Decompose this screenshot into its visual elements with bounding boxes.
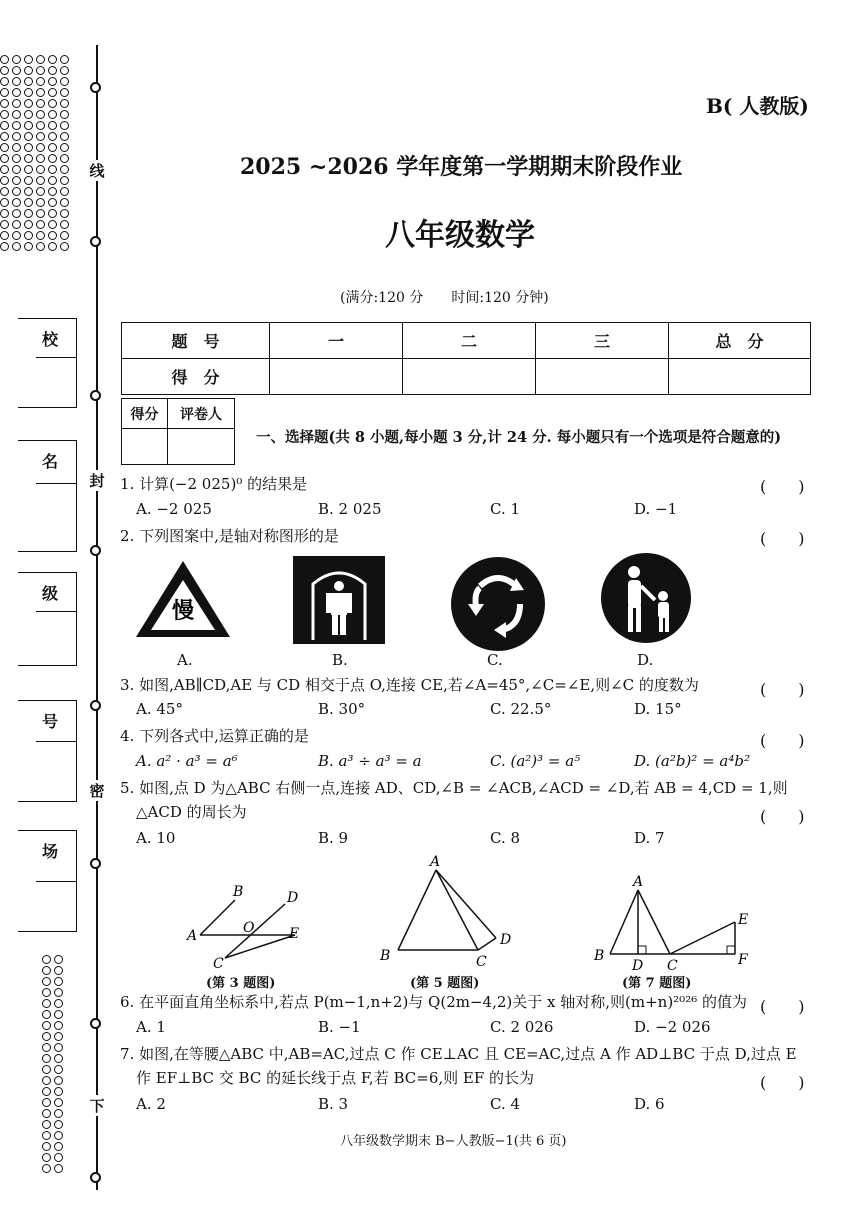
- q6-option-d: D. −2 026: [634, 1018, 711, 1036]
- binding-dot: [60, 55, 69, 64]
- binding-dot: [48, 198, 57, 207]
- binding-label-xia: 下: [86, 1095, 108, 1116]
- binding-dot: [60, 154, 69, 163]
- score-header-label: 题 号: [122, 323, 270, 359]
- q6-stem: 6. 在平面直角坐标系中,若点 P(m−1,n+2)与 Q(2m−4,2)关于 x 轴对称,则(m+n)²⁰²⁶ 的值为: [120, 993, 747, 1011]
- binding-dot: [42, 1109, 51, 1118]
- q2-answer-paren[interactable]: ( ): [760, 529, 805, 548]
- binding-dot: [36, 66, 45, 75]
- binding-dot: [54, 1164, 63, 1173]
- binding-dot: [36, 198, 45, 207]
- binding-dot: [24, 143, 33, 152]
- fig3-point-a: A: [187, 928, 198, 944]
- binding-dot: [12, 165, 21, 174]
- binding-dot: [0, 121, 9, 130]
- binding-dot: [0, 66, 9, 75]
- binding-dot: [54, 1032, 63, 1041]
- fig3-point-c: C: [213, 956, 224, 970]
- score-row-label: 得 分: [122, 359, 270, 395]
- binding-dot: [42, 1120, 51, 1129]
- field-number[interactable]: [18, 700, 77, 802]
- binding-dot: [60, 165, 69, 174]
- binding-dot: [42, 1010, 51, 1019]
- q4-option-b: B. a³ ÷ a³ = a: [318, 752, 422, 770]
- q6-option-b: B. −1: [318, 1018, 361, 1036]
- binding-dots-bottom: [42, 955, 112, 1173]
- fig7-point-c: C: [667, 958, 678, 974]
- binding-dot: [54, 1131, 63, 1140]
- field-room-label: 场: [42, 842, 59, 861]
- binding-dot: [42, 988, 51, 997]
- binding-dot: [60, 231, 69, 240]
- slow-sign-image: [133, 558, 233, 640]
- binding-dot: [24, 231, 33, 240]
- binding-dot: [0, 55, 9, 64]
- binding-dot: [48, 77, 57, 86]
- binding-dot: [48, 165, 57, 174]
- binding-dot: [60, 77, 69, 86]
- binding-dot: [54, 999, 63, 1008]
- score-cell[interactable]: [669, 359, 811, 395]
- binding-dot: [60, 220, 69, 229]
- binding-dot: [60, 242, 69, 251]
- q2-option-c: C.: [487, 651, 503, 669]
- figure-7-diagram: [590, 874, 760, 974]
- binding-dot: [0, 143, 9, 152]
- binding-dot: [0, 99, 9, 108]
- binding-dot: [42, 999, 51, 1008]
- q5-stem-line2: △ACD 的周长为: [136, 803, 247, 821]
- binding-dot: [0, 154, 9, 163]
- q3-answer-paren[interactable]: ( ): [760, 680, 805, 699]
- binding-dot: [12, 220, 21, 229]
- binding-dot: [48, 99, 57, 108]
- q5-answer-paren[interactable]: ( ): [760, 807, 805, 826]
- fig5-point-a: A: [430, 854, 441, 870]
- binding-dot: [12, 121, 21, 130]
- binding-dot: [60, 198, 69, 207]
- binding-label-feng: 封: [86, 470, 108, 491]
- binding-dot: [54, 988, 63, 997]
- binding-dot: [36, 154, 45, 163]
- binding-dot: [54, 1010, 63, 1019]
- binding-dot: [60, 209, 69, 218]
- grader-table: [121, 398, 235, 465]
- binding-hole: [90, 1018, 101, 1029]
- binding-dot: [60, 176, 69, 185]
- binding-dot: [36, 55, 45, 64]
- binding-dot: [60, 110, 69, 119]
- binding-dot: [36, 77, 45, 86]
- q7-stem-line1: 7. 如图,在等腰△ABC 中,AB=AC,过点 C 作 CE⊥AC 且 CE=AC,过点 A 作 AD⊥BC 于点 D,过点 E: [120, 1045, 797, 1063]
- binding-dot: [36, 88, 45, 97]
- score-cell[interactable]: [403, 359, 536, 395]
- fig3-point-b: B: [233, 884, 244, 900]
- binding-dot: [54, 1142, 63, 1151]
- field-school[interactable]: [18, 318, 77, 408]
- binding-dot: [0, 165, 9, 174]
- binding-dot: [60, 132, 69, 141]
- q3-option-c: C. 22.5°: [490, 700, 552, 718]
- field-name-label: 名: [42, 452, 59, 471]
- q3-option-d: D. 15°: [634, 700, 682, 718]
- binding-dot: [24, 132, 33, 141]
- fig7-point-d: D: [632, 958, 644, 974]
- binding-dot: [48, 66, 57, 75]
- binding-dot: [36, 132, 45, 141]
- q7-option-d: D. 6: [634, 1095, 665, 1113]
- binding-hole: [90, 858, 101, 869]
- binding-dot: [60, 143, 69, 152]
- q2-option-b: B.: [332, 651, 348, 669]
- binding-dot: [24, 198, 33, 207]
- q3-stem: 3. 如图,AB∥CD,AE 与 CD 相交于点 O,连接 CE,若∠A=45°,∠C=∠E,则∠C 的度数为: [120, 676, 699, 694]
- fig3-point-e: E: [289, 926, 300, 942]
- q7-stem-line2: 作 EF⊥BC 交 BC 的延长线于点 F,若 BC=6,则 EF 的长为: [136, 1069, 535, 1087]
- binding-dot: [0, 209, 9, 218]
- binding-dot: [48, 154, 57, 163]
- binding-dot: [42, 1087, 51, 1096]
- binding-dot: [36, 110, 45, 119]
- binding-dot: [0, 88, 9, 97]
- binding-dot: [54, 1153, 63, 1162]
- q1-stem: 1. 计算(−2 025)⁰ 的结果是: [120, 475, 308, 493]
- binding-dot: [0, 242, 9, 251]
- figure-3-caption: (第 3 题图): [206, 976, 276, 991]
- binding-dot: [24, 165, 33, 174]
- field-school-label: 校: [42, 330, 59, 349]
- q7-answer-paren[interactable]: ( ): [760, 1073, 805, 1092]
- binding-dot: [0, 231, 9, 240]
- binding-dot: [36, 143, 45, 152]
- q3-option-b: B. 30°: [318, 700, 366, 718]
- binding-dot: [54, 1098, 63, 1107]
- binding-dot: [12, 198, 21, 207]
- grader-score-cell[interactable]: [122, 429, 168, 465]
- binding-hole: [90, 545, 101, 556]
- binding-hole: [90, 700, 101, 711]
- q1-answer-paren[interactable]: ( ): [760, 477, 805, 496]
- fig7-point-a: A: [633, 874, 644, 890]
- q4-option-c: C. (a²)³ = a⁵: [490, 752, 581, 770]
- q2-option-d: D.: [637, 651, 654, 669]
- section-heading: 一、选择题(共 8 小题,每小题 3 分,计 24 分. 每小题只有一个选项是符合题意的): [256, 429, 782, 446]
- grader-score-label: 得分: [122, 399, 168, 429]
- binding-dot: [42, 1098, 51, 1107]
- score-header-1: 一: [270, 323, 403, 359]
- q1-option-b: B. 2 025: [318, 500, 382, 518]
- binding-dot: [24, 99, 33, 108]
- binding-dot: [60, 99, 69, 108]
- q7-option-c: C. 4: [490, 1095, 521, 1113]
- figure-5-caption: (第 5 题图): [410, 976, 480, 991]
- q6-option-c: C. 2 026: [490, 1018, 554, 1036]
- field-room[interactable]: [18, 830, 77, 932]
- binding-dot: [48, 209, 57, 218]
- binding-dot: [54, 955, 63, 964]
- binding-dot: [36, 165, 45, 174]
- binding-hole: [90, 82, 101, 93]
- score-table: [121, 322, 811, 395]
- binding-dot: [36, 187, 45, 196]
- score-cell[interactable]: [536, 359, 669, 395]
- q6-option-a: A. 1: [136, 1018, 166, 1036]
- field-number-label: 号: [42, 712, 59, 731]
- binding-dot: [12, 154, 21, 163]
- binding-dot: [12, 99, 21, 108]
- binding-dot: [0, 132, 9, 141]
- fig7-point-f: F: [738, 952, 748, 968]
- binding-dot: [12, 187, 21, 196]
- binding-dot: [42, 1131, 51, 1140]
- binding-dot: [54, 1021, 63, 1030]
- binding-dot: [0, 220, 9, 229]
- q5-option-a: A. 10: [136, 829, 176, 847]
- binding-dot: [24, 110, 33, 119]
- binding-dot: [42, 1164, 51, 1173]
- binding-dot: [24, 66, 33, 75]
- q2-option-a: A.: [177, 651, 193, 669]
- binding-dot: [54, 1065, 63, 1074]
- fig5-point-c: C: [476, 954, 487, 970]
- binding-dot: [54, 977, 63, 986]
- binding-dot: [42, 966, 51, 975]
- binding-dot: [24, 220, 33, 229]
- q2-stem: 2. 下列图案中,是轴对称图形的是: [120, 527, 339, 545]
- binding-dot: [24, 187, 33, 196]
- q4-option-d: D. (a²b)² = a⁴b²: [634, 752, 750, 770]
- figure-7-caption: (第 7 题图): [622, 976, 692, 991]
- binding-dot: [60, 88, 69, 97]
- binding-dot: [42, 1021, 51, 1030]
- binding-dot: [36, 99, 45, 108]
- field-name[interactable]: [18, 440, 77, 552]
- subject-title: 八年级数学: [385, 218, 535, 253]
- q1-option-a: A. −2 025: [136, 500, 212, 518]
- binding-dot: [12, 176, 21, 185]
- fig5-point-b: B: [380, 948, 391, 964]
- binding-dot: [48, 176, 57, 185]
- binding-dot: [36, 242, 45, 251]
- q5-option-b: B. 9: [318, 829, 349, 847]
- binding-dot: [12, 88, 21, 97]
- field-class-label: 级: [42, 584, 59, 603]
- binding-dot: [12, 66, 21, 75]
- score-header-3: 三: [536, 323, 669, 359]
- binding-dot: [54, 1043, 63, 1052]
- slow-sign-text: 慢: [171, 599, 195, 624]
- binding-dot: [24, 209, 33, 218]
- q7-option-a: A. 2: [136, 1095, 166, 1113]
- binding-dot: [12, 55, 21, 64]
- q3-option-a: A. 45°: [136, 700, 183, 718]
- binding-dot: [48, 110, 57, 119]
- grader-name-label: 评卷人: [168, 399, 235, 429]
- binding-dot: [48, 132, 57, 141]
- q7-option-b: B. 3: [318, 1095, 349, 1113]
- binding-dot: [36, 121, 45, 130]
- binding-dot: [24, 242, 33, 251]
- binding-dots-top: [0, 55, 70, 251]
- binding-dot: [0, 198, 9, 207]
- binding-dot: [60, 66, 69, 75]
- binding-dot: [54, 1109, 63, 1118]
- binding-label-xian: 线: [86, 160, 108, 181]
- q5-option-d: D. 7: [634, 829, 665, 847]
- binding-dot: [36, 220, 45, 229]
- fig7-point-e: E: [738, 912, 749, 928]
- binding-dot: [0, 77, 9, 86]
- binding-dot: [24, 88, 33, 97]
- binding-dot: [12, 242, 21, 251]
- binding-dot: [12, 110, 21, 119]
- binding-dot: [42, 977, 51, 986]
- fig3-point-o: O: [243, 920, 255, 936]
- q4-option-a: A. a² · a³ = a⁶: [136, 752, 238, 770]
- version-label: B( 人教版): [706, 94, 809, 118]
- score-cell[interactable]: [270, 359, 403, 395]
- score-header-total: 总 分: [669, 323, 811, 359]
- binding-dot: [0, 110, 9, 119]
- binding-dot: [24, 121, 33, 130]
- binding-hole: [90, 1172, 101, 1183]
- binding-dot: [42, 1153, 51, 1162]
- binding-dot: [12, 209, 21, 218]
- binding-dot: [60, 187, 69, 196]
- binding-dot: [0, 187, 9, 196]
- binding-dot: [24, 154, 33, 163]
- q4-stem: 4. 下列各式中,运算正确的是: [120, 727, 309, 745]
- binding-dot: [48, 187, 57, 196]
- binding-dot: [24, 176, 33, 185]
- q1-option-d: D. −1: [634, 500, 678, 518]
- grader-name-cell[interactable]: [168, 429, 235, 465]
- binding-dot: [0, 176, 9, 185]
- binding-hole: [90, 390, 101, 401]
- binding-dot: [12, 143, 21, 152]
- binding-dot: [48, 143, 57, 152]
- binding-dot: [42, 1043, 51, 1052]
- binding-dot: [54, 1076, 63, 1085]
- q5-stem-line1: 5. 如图,点 D 为△ABC 右侧一点,连接 AD、CD,∠B = ∠ACB,∠ACD = ∠D,若 AB = 4,CD = 1,则: [120, 779, 788, 797]
- doorway-person-image: [293, 556, 385, 644]
- fig5-point-d: D: [500, 932, 512, 948]
- field-class[interactable]: [18, 572, 77, 666]
- q4-answer-paren[interactable]: ( ): [760, 731, 805, 750]
- binding-dot: [24, 55, 33, 64]
- binding-dot: [42, 955, 51, 964]
- binding-dot: [48, 121, 57, 130]
- binding-dot: [12, 132, 21, 141]
- q5-option-c: C. 8: [490, 829, 521, 847]
- binding-dot: [48, 220, 57, 229]
- binding-dot: [54, 1087, 63, 1096]
- page-footer: 八年级数学期末 B−人教版−1(共 6 页): [340, 1134, 567, 1149]
- binding-dot: [24, 77, 33, 86]
- figure-3-diagram: [185, 880, 315, 970]
- pedestrian-sign-image: [600, 552, 692, 644]
- binding-label-mi: 密: [86, 780, 108, 801]
- binding-dot: [42, 1032, 51, 1041]
- figure-5-diagram: [378, 852, 518, 972]
- binding-dot: [42, 1054, 51, 1063]
- binding-dot: [36, 231, 45, 240]
- binding-dot: [42, 1142, 51, 1151]
- binding-dot: [12, 77, 21, 86]
- binding-dot: [48, 88, 57, 97]
- binding-dot: [42, 1076, 51, 1085]
- binding-hole: [90, 236, 101, 247]
- exam-title: 2025 ~2026 学年度第一学期期末阶段作业: [240, 154, 683, 180]
- binding-dot: [48, 231, 57, 240]
- binding-dot: [54, 1054, 63, 1063]
- binding-dot: [60, 121, 69, 130]
- fig3-point-d: D: [287, 890, 299, 906]
- fig7-point-b: B: [594, 948, 605, 964]
- roundabout-sign-image: [450, 556, 546, 652]
- binding-dot: [12, 231, 21, 240]
- binding-dot: [54, 1120, 63, 1129]
- q6-answer-paren[interactable]: ( ): [760, 997, 805, 1016]
- binding-dot: [36, 209, 45, 218]
- binding-dot: [36, 176, 45, 185]
- exam-info: (满分:120 分 时间:120 分钟): [340, 290, 549, 306]
- binding-dot: [48, 242, 57, 251]
- score-header-2: 二: [403, 323, 536, 359]
- binding-dot: [48, 55, 57, 64]
- binding-dot: [54, 966, 63, 975]
- q1-option-c: C. 1: [490, 500, 521, 518]
- binding-dot: [42, 1065, 51, 1074]
